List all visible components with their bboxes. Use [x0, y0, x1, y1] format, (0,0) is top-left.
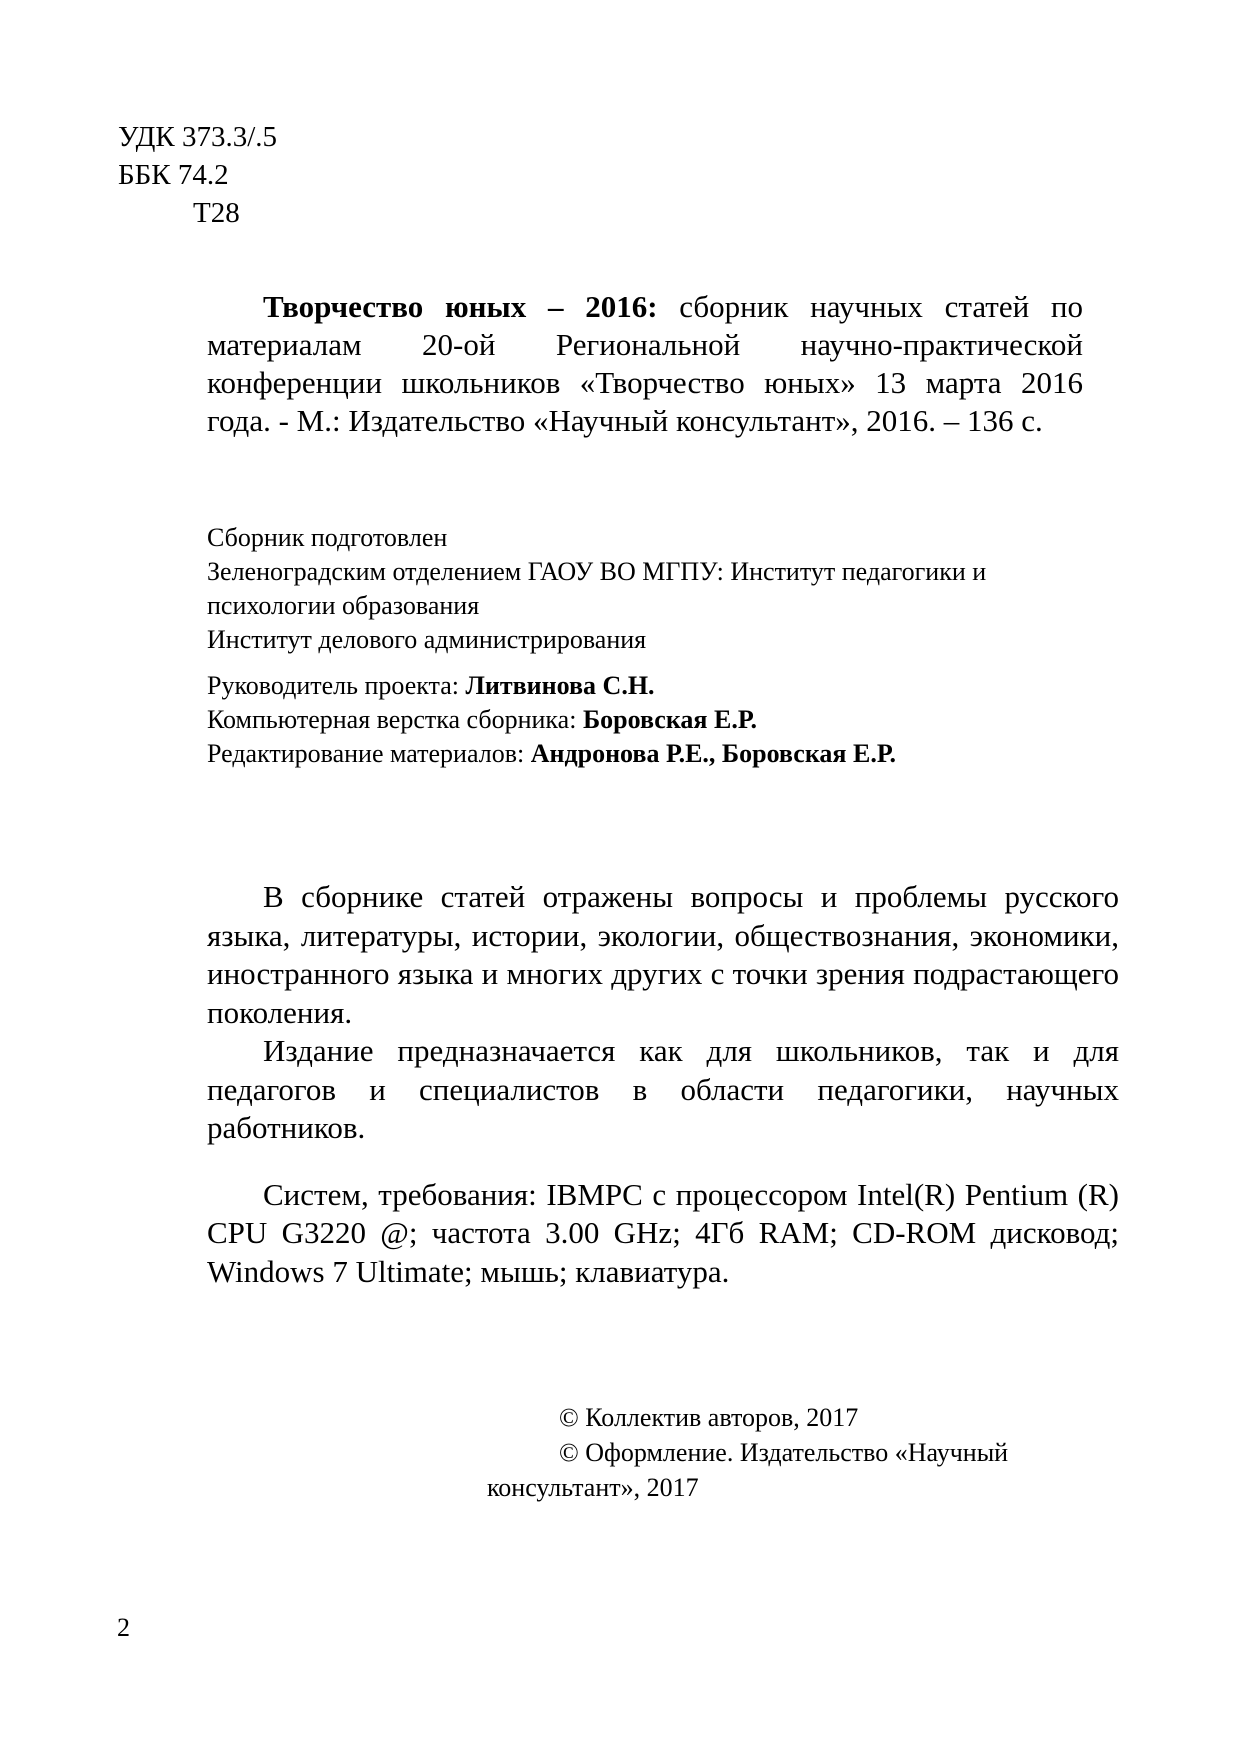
annotation-paragraph-1: В сборнике статей отражены вопросы и проблемы русского языка, литературы, истории, экологии, обществознания, экономики, иностранного языка и многих других с точки зрения подрастающего поколения.	[207, 879, 1119, 1030]
udk-code: УДК 373.3/.5	[118, 121, 278, 153]
author-mark: Т28	[193, 197, 240, 229]
copyright-line-2: © Оформление. Издательство «Научный консультант», 2017	[487, 1438, 1009, 1502]
credits-block	[207, 521, 1083, 771]
prepared-by-institute-2: Институт делового администрирования	[207, 625, 647, 654]
prepared-by-institute-1: Зеленоградским отделением ГАОУ ВО МГПУ: Институт педагогики и психологии образования	[207, 557, 987, 620]
classification-codes	[118, 118, 277, 232]
annotation-paragraph-2: Издание предназначается как для школьников, так и для педагогов и специалистов в области педагогики, научных работников.	[207, 1033, 1119, 1145]
layout-line	[207, 703, 1083, 737]
editing-line	[207, 737, 1083, 771]
page-number: 2	[117, 1613, 130, 1642]
layout-label: Компьютерная верстка сборника:	[207, 705, 577, 734]
project-lead-label: Руководитель проекта:	[207, 671, 460, 700]
copyright-line-1: © Коллектив авторов, 2017	[559, 1403, 859, 1432]
prepared-label: Сборник подготовлен	[207, 523, 448, 552]
project-lead-name: Литвинова С.Н.	[465, 671, 655, 700]
book-title: Творчество юных – 2016:	[263, 289, 658, 324]
annotation-block	[207, 878, 1119, 1291]
bibliographic-description	[207, 288, 1083, 440]
book-description: сборник научных статей по материалам 20-ой Региональной научно-практической конференции школьников «Творчество юных» 13 марта 2016 года. - М.: Издательство «Научный консультант», 2016. – 136 с.	[207, 289, 1083, 438]
project-lead-line	[207, 669, 1083, 703]
system-requirements: Систем, требования: IBMPC с процессором Intel(R) Pentium (R) CPU G3220 @; частота 3.00 GHz; 4Гб RAM; CD-ROM дисковод; Windows 7 Ultimate; мышь; клавиатура.	[207, 1176, 1119, 1289]
editing-names: Андронова Р.Е., Боровская Е.Р.	[530, 739, 896, 768]
bbk-code: ББК 74.2	[118, 159, 229, 191]
editing-label: Редактирование материалов:	[207, 739, 525, 768]
copyright-block	[487, 1400, 1107, 1505]
layout-name: Боровская Е.Р.	[582, 705, 757, 734]
